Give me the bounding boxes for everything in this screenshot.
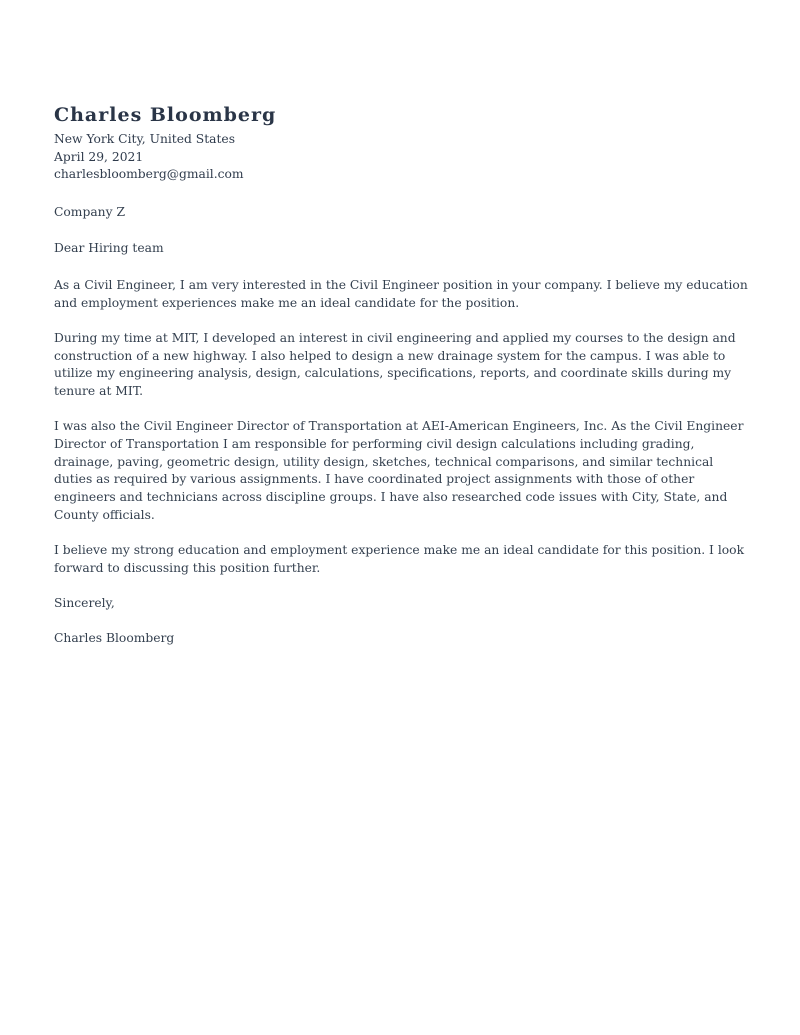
- body-paragraph: I believe my strong education and employment experience make me an ideal candidate for this position. I look forward to discussing this position further.: [54, 542, 745, 575]
- letter-date: April 29, 2021: [54, 149, 144, 164]
- closing: Sincerely,: [54, 595, 115, 610]
- recipient-company: Company Z: [54, 204, 125, 219]
- signature: Charles Bloomberg: [54, 630, 175, 645]
- body-paragraph: As a Civil Engineer, I am very interested in the Civil Engineer position in your company. I believe my education and employment experiences make me an ideal candidate for the position.: [54, 277, 748, 310]
- body-paragraph: During my time at MIT, I developed an interest in civil engineering and applied my courses to the design and construction of a new highway. I also helped to design a new drainage system for the campus. I was able to utilize my engineering analysis, design, calculations, specifications, reports, and coordinate skills during my tenure at MIT.: [54, 330, 736, 398]
- sender-name: Charles Bloomberg: [54, 104, 277, 126]
- sender-location: New York City, United States: [54, 132, 236, 146]
- greeting: Dear Hiring team: [54, 241, 164, 256]
- cover-letter: [54, 100, 749, 648]
- sender-contact: [54, 131, 749, 184]
- sender-email: charlesbloomberg@gmail.com: [54, 167, 244, 181]
- body-paragraph: I was also the Civil Engineer Director of Transportation at AEI-American Engineers, Inc. As the Civil Engineer Director of Transportation I am responsible for performing civil design calculations including grading, drainage, paving, geometric design, utility design, sketches, technical comparisons, and similar technical duties as required by various assignments. I have coordinated project assignments with those of other engineers and technicians across discipline groups. I have also researched code issues with City, State, and County officials.: [54, 419, 744, 522]
